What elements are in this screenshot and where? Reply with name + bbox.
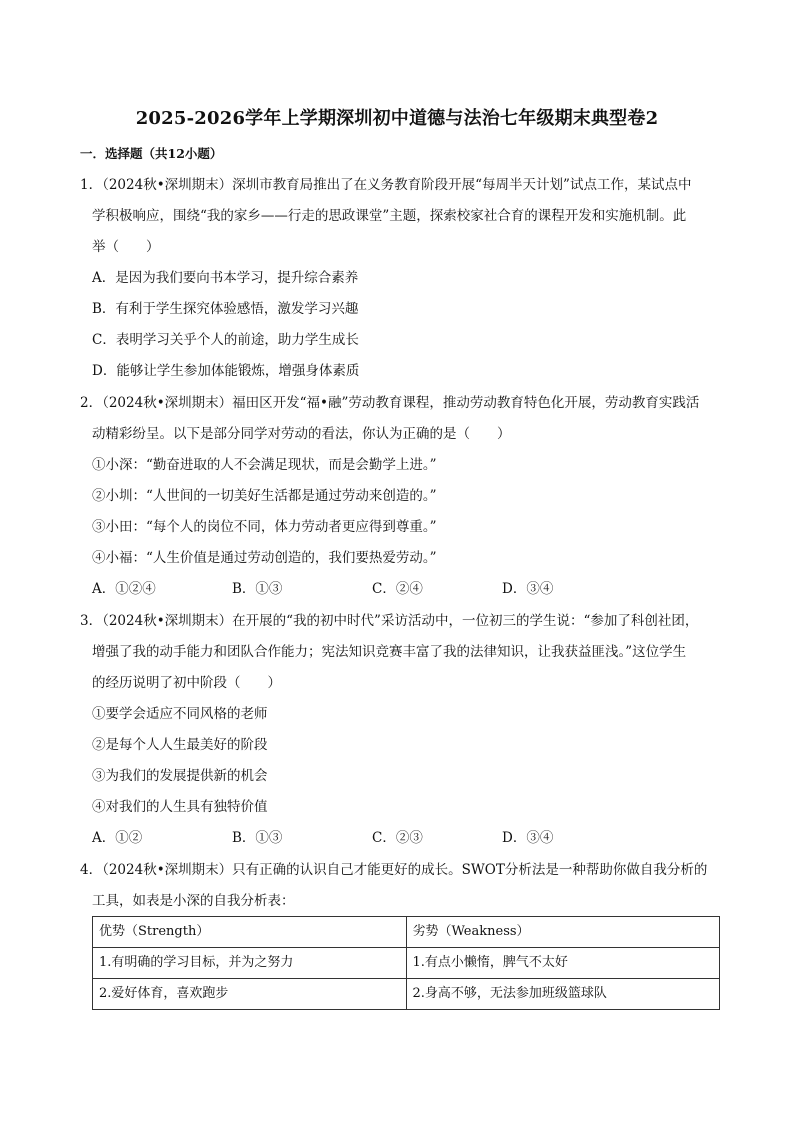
question-3-line-2: 增强了我的动手能力和团队合作能力；宪法知识竞赛丰富了我的法律知识，让我获益匪浅。”这位学生 (92, 644, 687, 660)
question-2-statement-4: ④小福：“人生价值是通过劳动创造的，我们要热爱劳动。” (92, 550, 437, 566)
question-2-line-1: 2．（2024秋•深圳期末）福田区开发“福•融”劳动教育课程，推动劳动教育特色化开展，劳动教育实践活 (80, 395, 700, 411)
question-3-choice-c: C．②③ (372, 830, 423, 846)
document-title: 2025-2026学年上学期深圳初中道德与法治七年级期末典型卷2 (135, 108, 659, 129)
question-4-line-1: 4．（2024秋•深圳期末）只有正确的认识自己才能更好的成长。SWOT分析法是一种帮助你做自我分析的 (80, 862, 708, 878)
question-1-option-b: B．有利于学生探究体验感悟，激发学习兴趣 (92, 301, 359, 317)
question-2-statement-2: ②小圳：“人世间的一切美好生活都是通过劳动来创造的。” (92, 488, 437, 504)
question-2-choice-a: A．①②④ (92, 581, 156, 597)
question-3-choice-d: D．③④ (502, 830, 554, 846)
question-3-statement-1: ①要学会适应不同风格的老师 (92, 706, 268, 722)
swot-strength-2: 2.爱好体育，喜欢跑步 (93, 979, 407, 1010)
question-2-line-2: 动精彩纷呈。以下是部分同学对劳动的看法，你认为正确的是（ ） (92, 426, 511, 442)
swot-header-weakness: 劣势（Weakness） (406, 917, 720, 948)
question-1-line-2: 学积极响应，围绕“我的家乡——行走的思政课堂”主题，探索校家社合育的课程开发和实施机制。此 (92, 208, 687, 224)
section-heading: 一．选择题（共12小题） (80, 146, 223, 161)
question-3-line-3: 的经历说明了初中阶段（ ） (92, 675, 281, 691)
question-3-statement-4: ④对我们的人生具有独特价值 (92, 799, 268, 815)
question-1-option-a: A．是因为我们要向书本学习，提升综合素养 (92, 270, 359, 286)
question-3-statement-3: ③为我们的发展提供新的机会 (92, 768, 268, 784)
question-3-statement-2: ②是每个人人生最美好的阶段 (92, 737, 268, 753)
swot-header-strength: 优势（Strength） (93, 917, 407, 948)
question-1-option-d: D．能够让学生参加体能锻炼，增强身体素质 (92, 363, 360, 379)
question-3-choice-a: A．①② (92, 830, 143, 846)
question-2-statement-1: ①小深：“勤奋进取的人不会满足现状，而是会勤学上进。” (92, 457, 437, 473)
question-1-line-3: 举（ ） (92, 239, 160, 255)
table-row (93, 948, 720, 979)
question-2-choice-c: C．②④ (372, 581, 423, 597)
question-2-statement-3: ③小田：“每个人的岗位不同，体力劳动者更应得到尊重。” (92, 519, 437, 535)
table-row (93, 979, 720, 1010)
question-1-option-c: C．表明学习关乎个人的前途，助力学生成长 (92, 332, 359, 348)
swot-strength-1: 1.有明确的学习目标，并为之努力 (93, 948, 407, 979)
question-2-choice-d: D．③④ (502, 581, 554, 597)
question-4-line-2: 工具，如表是小深的自我分析表： (92, 893, 295, 909)
question-1-line-1: 1．（2024秋•深圳期末）深圳市教育局推出了在义务教育阶段开展“每周半天计划”试点工作，某试点中 (80, 177, 692, 193)
swot-weakness-2: 2.身高不够，无法参加班级篮球队 (406, 979, 720, 1010)
question-2-choice-b: B．①③ (232, 581, 283, 597)
swot-weakness-1: 1.有点小懒惰，脾气不太好 (406, 948, 720, 979)
question-3-choice-b: B．①③ (232, 830, 283, 846)
question-3-line-1: 3．（2024秋•深圳期末）在开展的“我的初中时代”采访活动中，一位初三的学生说：“参加了科创社团， (80, 613, 699, 629)
swot-table (92, 916, 720, 1010)
swot-header-row (93, 917, 720, 948)
